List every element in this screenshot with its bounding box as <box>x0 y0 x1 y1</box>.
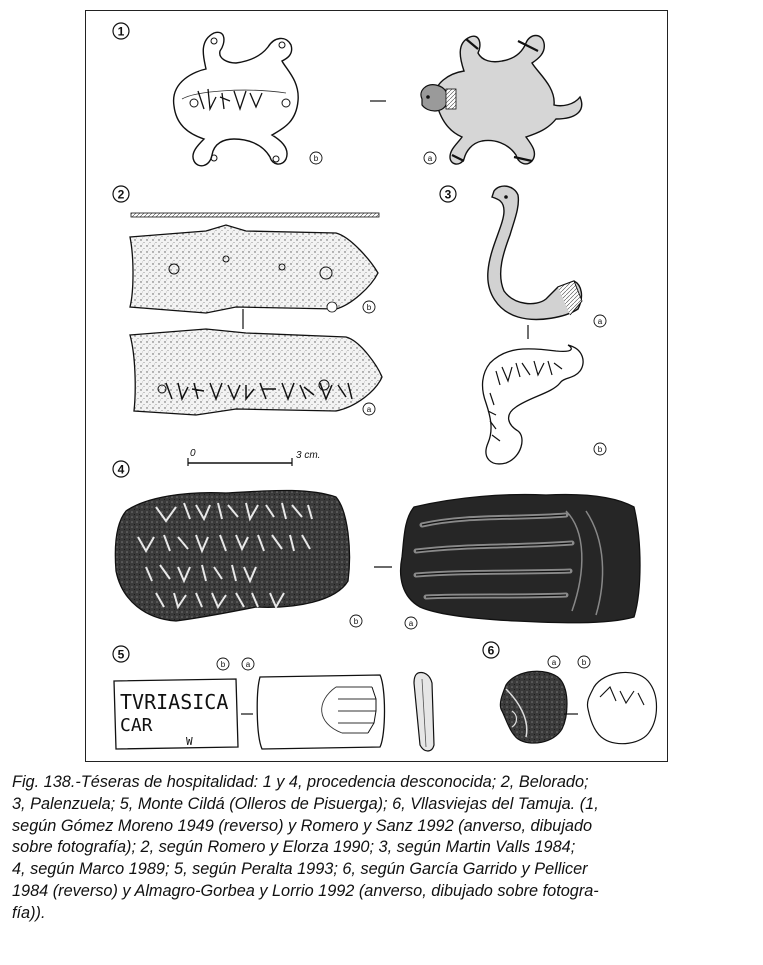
view-label-5a: a <box>245 660 251 669</box>
view-label-2a: a <box>366 405 372 414</box>
item-3-reverse <box>483 345 606 464</box>
caption-line: Fig. 138.-Téseras de hospitalidad: 1 y 4, procedencia desconocida; 2, Belorado; <box>12 773 589 791</box>
item-5-inscription-line-2: CAR <box>120 715 153 736</box>
item-5-profile <box>414 672 434 751</box>
panel-number-4: 4 <box>117 462 125 477</box>
item-4 <box>113 461 640 629</box>
caption-line: 1984 (reverso) y Almagro-Gorbea y Lorrio 1992 (anverso, dibujado sobre fotogra- <box>12 881 599 900</box>
item-5 <box>113 646 434 751</box>
item-5-reverse <box>114 679 238 749</box>
view-label-4b: b <box>353 617 359 626</box>
figure-caption <box>12 772 754 925</box>
item-6-obverse <box>500 671 567 743</box>
view-label-6b: b <box>581 658 587 667</box>
item-6 <box>483 642 657 744</box>
item-4-obverse <box>401 495 640 630</box>
view-label-1b: b <box>313 154 319 163</box>
scale-start: 0 <box>190 448 196 459</box>
item-5-inscription-line-1: TVRIASICA <box>120 690 229 714</box>
scale-bar <box>188 448 320 466</box>
caption-line: según Gómez Moreno 1949 (reverso) y Romero y Sanz 1992 (anverso, dibujado <box>12 816 593 835</box>
figure-plate <box>85 10 668 762</box>
panel-number-3: 3 <box>444 187 452 202</box>
caption-line: sobre fotografía); 2, según Romero y Elorza 1990; 3, según Martin Valls 1984; <box>12 838 576 857</box>
caption-line: 3, Palenzuela; 5, Monte Cildá (Olleros de Pisuerga); 6, Vllasviejas del Tamuja. (1, <box>12 794 599 813</box>
item-3-obverse <box>488 186 606 327</box>
caption-line: 4, según Marco 1989; 5, según Peralta 1993; 6, según García Garrido y Pellicer <box>12 860 588 879</box>
caption-line: fía)). <box>12 903 46 922</box>
view-label-3b: b <box>597 445 603 454</box>
item-2-section <box>131 213 379 217</box>
item-2 <box>113 186 382 466</box>
scale-end: 3 cm. <box>296 450 321 461</box>
view-label-1a: a <box>427 154 433 163</box>
item-6-reverse <box>587 672 656 743</box>
item-2-obverse <box>130 329 382 415</box>
panel-number-6: 6 <box>487 643 495 658</box>
item-5-inscription-mark: W <box>186 735 193 748</box>
view-label-4a: a <box>408 619 414 628</box>
view-label-3a: a <box>597 317 603 326</box>
item-5-obverse <box>257 675 384 749</box>
item-4-reverse <box>115 491 362 628</box>
item-1 <box>113 23 582 166</box>
view-label-2b: b <box>366 303 372 312</box>
panel-number-5: 5 <box>117 647 125 662</box>
item-1-obverse <box>421 36 582 165</box>
panel-number-1: 1 <box>117 24 125 39</box>
item-2-reverse <box>130 225 378 313</box>
view-label-5b: b <box>220 660 226 669</box>
view-label-6a: a <box>551 658 557 667</box>
figure-drawing <box>86 11 667 761</box>
item-3 <box>440 186 606 464</box>
panel-number-2: 2 <box>117 187 125 202</box>
item-1-reverse <box>174 32 322 166</box>
